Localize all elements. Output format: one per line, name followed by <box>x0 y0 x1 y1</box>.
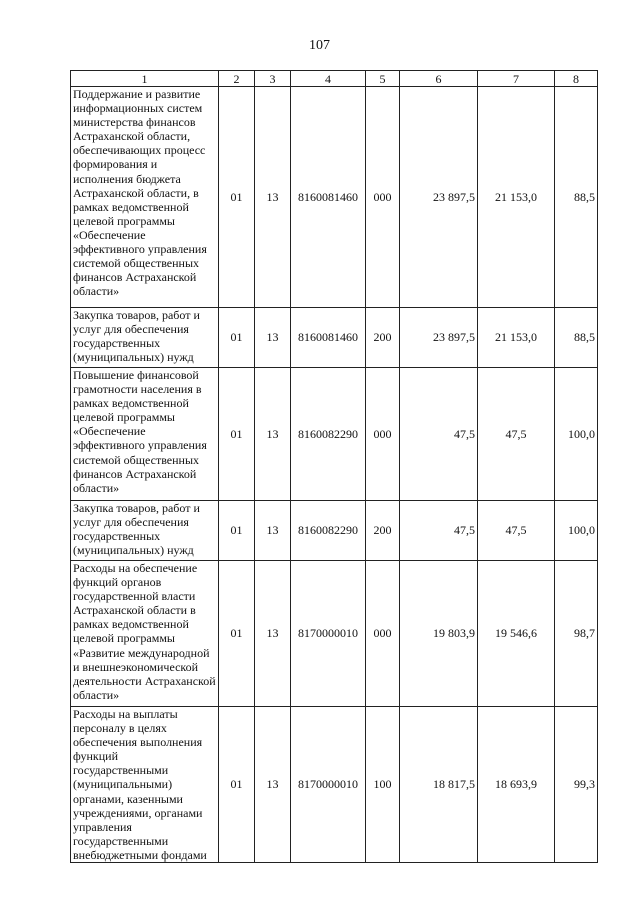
description-cell: Закупка товаров, работ и услуг для обеспечения государственных (муниципальных) нужд <box>71 308 219 368</box>
subsection-cell: 13 <box>255 561 291 707</box>
percent-cell: 98,7 <box>555 561 598 707</box>
header-row <box>71 71 598 87</box>
section-cell: 01 <box>219 308 255 368</box>
section-cell: 01 <box>219 501 255 561</box>
expense-type-cell: 000 <box>366 87 400 308</box>
header-cell: 5 <box>366 71 400 87</box>
planned-amount-cell: 19 803,9 <box>400 561 478 707</box>
percent-cell: 88,5 <box>555 87 598 308</box>
table-row <box>71 308 598 368</box>
expense-type-cell: 200 <box>366 501 400 561</box>
description-cell: Расходы на обеспечение функций органов государственной власти Астраханской области в рамках ведомственной целевой программы «Развитие международной и внешнеэкономической деятельности Астраханской области» <box>71 561 219 707</box>
section-cell: 01 <box>219 561 255 707</box>
budget-table <box>70 70 598 863</box>
planned-amount-cell: 18 817,5 <box>400 707 478 863</box>
expense-type-cell: 000 <box>366 561 400 707</box>
table-row <box>71 87 598 308</box>
target-article-cell: 8160081460 <box>291 308 366 368</box>
header-cell: 1 <box>71 71 219 87</box>
section-cell: 01 <box>219 87 255 308</box>
header-cell: 4 <box>291 71 366 87</box>
section-cell: 01 <box>219 368 255 501</box>
target-article-cell: 8160082290 <box>291 501 366 561</box>
page-number: 107 <box>309 38 330 53</box>
header-cell: 6 <box>400 71 478 87</box>
target-article-cell: 8170000010 <box>291 561 366 707</box>
table-row <box>71 707 598 863</box>
percent-cell: 100,0 <box>555 368 598 501</box>
planned-amount-cell: 23 897,5 <box>400 308 478 368</box>
header-cell: 2 <box>219 71 255 87</box>
target-article-cell: 8170000010 <box>291 707 366 863</box>
description-cell: Расходы на выплаты персоналу в целях обеспечения выполнения функций государственными (муниципальными) органами, казенными учреждениями, органами управления государственными внебюджетными фондами <box>71 707 219 863</box>
planned-amount-cell: 47,5 <box>400 501 478 561</box>
percent-cell: 88,5 <box>555 308 598 368</box>
executed-amount-cell: 21 153,0 <box>478 87 555 308</box>
executed-amount-cell: 18 693,9 <box>478 707 555 863</box>
subsection-cell: 13 <box>255 308 291 368</box>
subsection-cell: 13 <box>255 707 291 863</box>
percent-cell: 99,3 <box>555 707 598 863</box>
executed-amount-cell: 47,5 <box>478 368 555 501</box>
header-cell: 8 <box>555 71 598 87</box>
table-row <box>71 561 598 707</box>
description-cell: Поддержание и развитие информационных систем министерства финансов Астраханской области, обеспечивающих процесс формирования и исполнения бюджета Астраханской области, в рамках ведомственной целевой программы «Обеспечение эффективного управления системой общественных финансов Астраханской области» <box>71 87 219 308</box>
expense-type-cell: 000 <box>366 368 400 501</box>
expense-type-cell: 100 <box>366 707 400 863</box>
executed-amount-cell: 21 153,0 <box>478 308 555 368</box>
target-article-cell: 8160082290 <box>291 368 366 501</box>
subsection-cell: 13 <box>255 501 291 561</box>
subsection-cell: 13 <box>255 368 291 501</box>
percent-cell: 100,0 <box>555 501 598 561</box>
subsection-cell: 13 <box>255 87 291 308</box>
description-cell: Закупка товаров, работ и услуг для обеспечения государственных (муниципальных) нужд <box>71 501 219 561</box>
table-row <box>71 368 598 501</box>
planned-amount-cell: 47,5 <box>400 368 478 501</box>
target-article-cell: 8160081460 <box>291 87 366 308</box>
planned-amount-cell: 23 897,5 <box>400 87 478 308</box>
executed-amount-cell: 47,5 <box>478 501 555 561</box>
header-cell: 7 <box>478 71 555 87</box>
expense-type-cell: 200 <box>366 308 400 368</box>
description-cell: Повышение финансовой грамотности населения в рамках ведомственной целевой программы «Обеспечение эффективного управления системой общественных финансов Астраханской области» <box>71 368 219 501</box>
section-cell: 01 <box>219 707 255 863</box>
header-cell: 3 <box>255 71 291 87</box>
table-row <box>71 501 598 561</box>
executed-amount-cell: 19 546,6 <box>478 561 555 707</box>
